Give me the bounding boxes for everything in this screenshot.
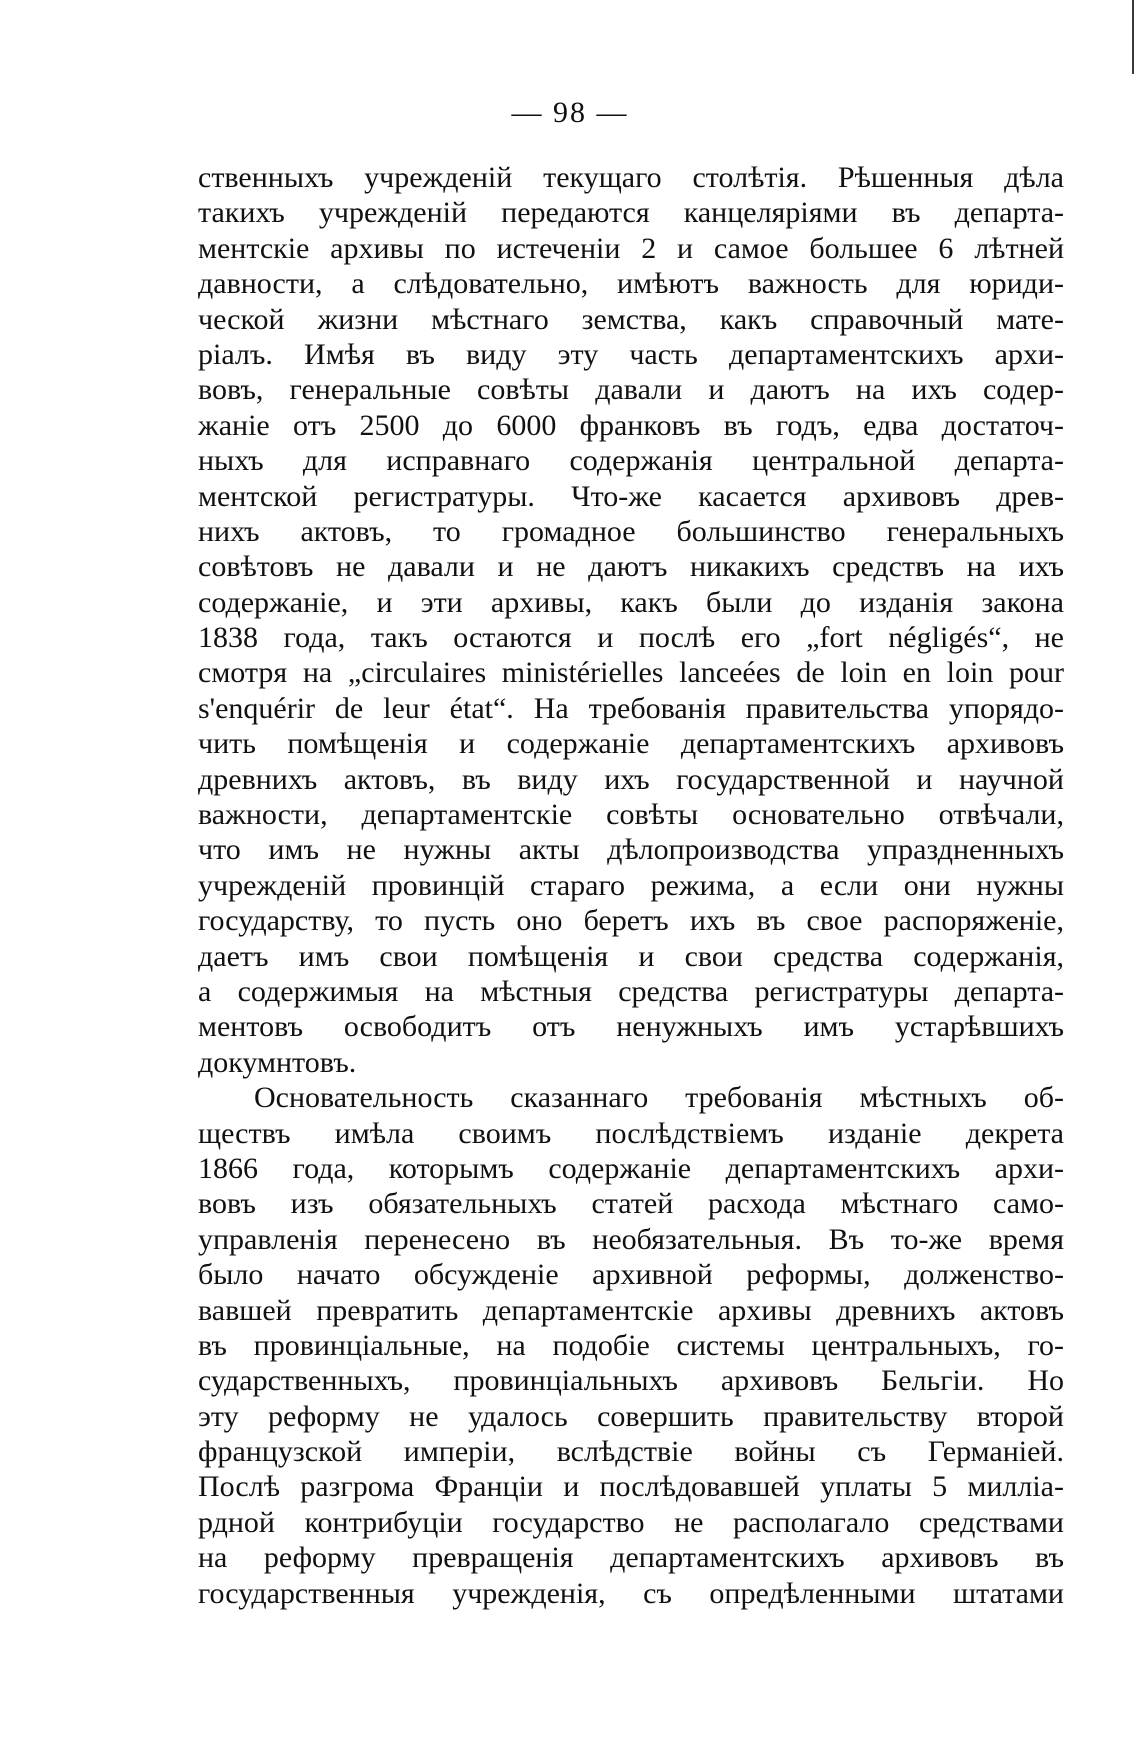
text-line: рдной контрибуціи государство не располагало средствами [198,1505,1064,1539]
text-line: такихъ учрежденій передаются канцеляріями въ департа- [198,196,1064,230]
text-line: докумнтовъ. [198,1045,357,1079]
page-number: — 98 — [511,96,629,129]
text-line: чить помѣщенія и содержаніе департаментскихъ архивовъ [198,727,1064,761]
text-line: ментовъ освободитъ отъ ненужныхъ имъ устарѣвшихъ [198,1010,1064,1044]
text-line: ческой жизни мѣстнаго земства, какъ справочный мате- [198,302,1064,336]
text-line: ственныхъ учрежденій текущаго столѣтія. Рѣшенныя дѣла [198,161,1064,194]
text-line: на реформу превращенія департаментскихъ архивовъ въ [198,1541,1064,1575]
text-line: ментскіе архивы по истеченіи 2 и самое большее 6 лѣтней [198,231,1064,265]
text-line: вовъ изъ обязательныхъ статей расхода мѣстнаго само- [198,1187,1064,1221]
text-line: жаніе отъ 2500 до 6000 франковъ въ годъ, едва достаточ- [198,408,1064,442]
text-line: совѣтовъ не давали и не даютъ никакихъ средствъ на ихъ [198,550,1064,584]
text-line: 1866 года, которымъ содержаніе департаментскихъ архи- [198,1151,1064,1185]
text-line: французской имперіи, вслѣдствіе войны съ Германіей. [198,1435,1064,1469]
text-line: важности, департаментскіе совѣты основательно отвѣчали, [198,798,1064,832]
text-line: государственныя учрежденія, съ опредѣленными штатами [198,1576,1064,1610]
text-line: учрежденій провинцій стараго режима, а если они нужны [198,868,1064,902]
text-line: давности, а слѣдовательно, имѣютъ важность для юриди- [198,267,1064,301]
text-line: даетъ имъ свои помѣщенія и свои средства содержанія, [198,939,1064,973]
text-line: было начато обсужденіе архивной реформы, долженство- [198,1258,1064,1292]
text-line: вавшей превратить департаментскіе архивы древнихъ актовъ [198,1293,1064,1327]
text-line: Основательность сказаннаго требованія мѣстныхъ об- [254,1081,1064,1115]
text-line: эту реформу не удалось совершить правительству второй [198,1399,1064,1433]
text-line: сударственныхъ, провинціальныхъ архивовъ Бельгіи. Но [198,1364,1064,1398]
body-text [198,160,1064,1611]
scan-edge-line [1132,0,1134,74]
text-line: ментской регистратуры. Что-же касается архивовъ древ- [198,479,1064,513]
text-line: ріалъ. Имѣя въ виду эту часть департаментскихъ архи- [198,337,1064,371]
text-line: 1838 года, такъ остаются и послѣ его „fort négligés“, не [198,621,1064,655]
text-line: управленія перенесено въ необязательныя. Въ то-же время [198,1222,1064,1256]
text-line: ществъ имѣла своимъ послѣдствіемъ изданіе декрета [198,1116,1064,1150]
text-line: въ провинціальные, на подобіе системы центральныхъ, го- [198,1328,1064,1362]
text-line: смотря на „circulaires ministérielles lanceées de loin en loin pour [198,656,1064,690]
text-line: Послѣ разгрома Франціи и послѣдовавшей уплаты 5 милліа- [198,1470,1064,1504]
text-line: содержаніе, и эти архивы, какъ были до изданія закона [198,585,1064,619]
text-line: древнихъ актовъ, въ виду ихъ государственной и научной [198,762,1064,796]
text-line: государству, то пусть оно беретъ ихъ въ свое распоряженіе, [198,904,1064,938]
text-line: ныхъ для исправнаго содержанія центральной департа- [198,444,1064,478]
text-line: s'enquérir de leur état“. На требованія правительства упорядо- [198,691,1064,725]
text-line: что имъ не нужны акты дѣлопроизводства упраздненныхъ [198,833,1064,867]
text-line: а содержимыя на мѣстныя средства регистратуры департа- [198,974,1064,1008]
text-line: нихъ актовъ, то громадное большинство генеральныхъ [198,514,1064,548]
text-line: вовъ, генеральные совѣты давали и даютъ на ихъ содер- [198,373,1064,407]
